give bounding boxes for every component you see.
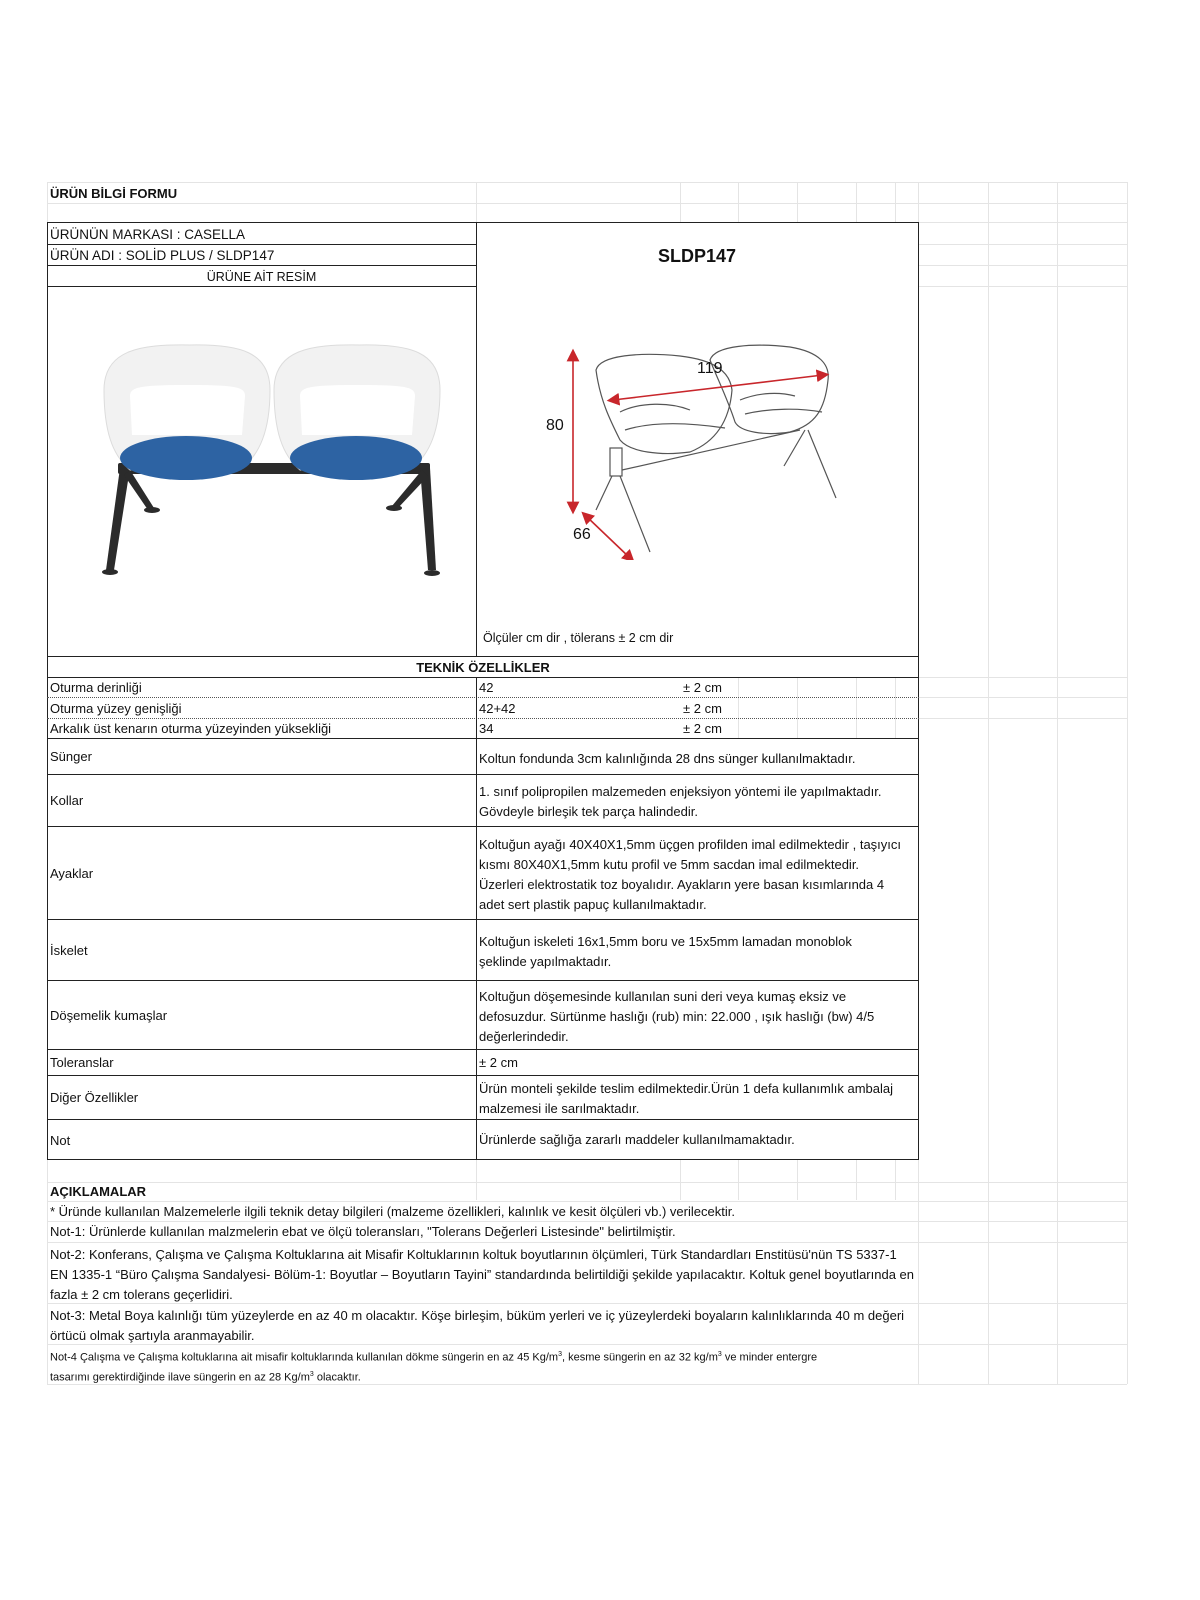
spec-text-toleranslar: ± 2 cm bbox=[479, 1055, 518, 1070]
dimension-depth: 66 bbox=[573, 526, 591, 543]
note-4-line-2 bbox=[50, 1367, 361, 1386]
specs-header: TEKNİK ÖZELLİKLER bbox=[416, 660, 550, 675]
spec-label-diger: Diğer Özellikler bbox=[50, 1090, 139, 1105]
spec-label-toleranslar: Toleranslar bbox=[50, 1055, 114, 1070]
spec-text-iskelet: Koltuğun iskeleti 16x1,5mm boru ve 15x5mm lamadan monoblok şeklinde yapılmaktadır. bbox=[479, 934, 852, 969]
spec-label-kollar: Kollar bbox=[50, 793, 84, 808]
dimension-height: 80 bbox=[546, 417, 564, 434]
superscript: 3 bbox=[717, 1351, 722, 1358]
spec-label-not: Not bbox=[50, 1133, 71, 1148]
note-4-part: ve minder entergre bbox=[721, 1351, 818, 1364]
image-header: ÜRÜNE AİT RESİM bbox=[206, 270, 317, 284]
superscript: 3 bbox=[309, 1371, 314, 1378]
depth-dimension-line bbox=[586, 516, 630, 558]
note-3: Not-3: Metal Boya kalınlığı tüm yüzeylerde en az 40 m olacaktır. Köşe birleşim, büküm yerleri ve iç yüzeylerdeki boyaların kalınlıklarında 40 m değeri örtücü olmak şartıyla aranmayabilir. bbox=[50, 1308, 905, 1343]
seat-cushion-right bbox=[290, 436, 422, 480]
measure-tolerance: ± 2 cm bbox=[683, 701, 722, 716]
spec-text-kollar: 1. sınıf polipropilen malzemeden enjeksiyon yöntemi ile yapılmaktadır. Gövdeyle birleşik tek parça halindedir. bbox=[479, 784, 882, 819]
note-star: * Üründe kullanılan Malzemelerle ilgili teknik detay bilgileri (malzeme özellikleri, kalınlık ve kesit ölçüleri vb.) verilecektir. bbox=[50, 1204, 735, 1219]
measure-value: 34 bbox=[479, 721, 494, 736]
spec-label-iskelet: İskelet bbox=[50, 943, 88, 958]
form-title: ÜRÜN BİLGİ FORMU bbox=[50, 186, 178, 201]
note-4-part: , kesme süngerin en az 32 kg/m bbox=[561, 1351, 718, 1364]
product-name-label: ÜRÜN ADI : SOLİD PLUS / SLDP147 bbox=[50, 248, 275, 263]
note-4-part: olacaktır. bbox=[313, 1371, 361, 1384]
seat-cushion-left bbox=[120, 436, 252, 480]
dimension-width: 119 bbox=[697, 360, 723, 377]
superscript: 3 bbox=[558, 1351, 562, 1358]
spec-text-not: Ürünlerde sağlığa zararlı maddeler kullanılmamaktadır. bbox=[479, 1132, 795, 1147]
spec-label-doseme: Döşemelik kumaşlar bbox=[50, 1008, 168, 1023]
note-1: Not-1: Ürünlerde kullanılan malzmelerin ebat ve ölçü toleransları, "Tolerans Değerleri Listesinde" belirtilmiştir. bbox=[50, 1224, 676, 1239]
spec-text-ayaklar: Koltuğun ayağı 40X40X1,5mm üçgen profilden imal edilmektedir , taşıyıcı kısmı 80X40X1,5mm kutu profil ve 5mm sacdan imal edilmektedir. Üzerleri elektrostatik toz boyalıdır. Ayakların yere basan kısımlarında 4 adet sert plastik papuç kullanılmaktadır. bbox=[479, 837, 902, 912]
measure-tolerance: ± 2 cm bbox=[683, 721, 722, 736]
measure-label: Oturma yüzey genişliği bbox=[50, 701, 182, 716]
note-4-part: tasarımı gerektirdiğinde ilave süngerin en az 28 Kg/m bbox=[50, 1371, 310, 1384]
measure-label: Arkalık üst kenarın oturma yüzeyinden yüksekliği bbox=[50, 721, 332, 736]
notes-header: AÇIKLAMALAR bbox=[50, 1184, 147, 1199]
spec-text-doseme: Koltuğun döşemesinde kullanılan suni deri veya kumaş eksiz ve defosuzdur. Sürtünme haslığı (rub) min: 22.000 , ışık haslığı (bw) 4/5 değerlerindedir. bbox=[479, 989, 875, 1044]
measure-value: 42 bbox=[479, 680, 494, 695]
spec-label-ayaklar: Ayaklar bbox=[50, 866, 94, 881]
brand-label: ÜRÜNÜN MARKASI : CASELLA bbox=[50, 227, 246, 242]
note-4-part: Not-4 Çalışma ve Çalışma koltuklarına ait misafir koltuklarında kullanılan dökme süngerin en az 45 Kg/m bbox=[50, 1351, 559, 1364]
measure-tolerance: ± 2 cm bbox=[683, 680, 722, 695]
chair-frame bbox=[102, 463, 440, 576]
spec-text-diger: Ürün monteli şekilde teslim edilmektedir.Ürün 1 defa kullanımlık ambalaj malzemesi ile sarılmaktadır. bbox=[479, 1081, 894, 1116]
product-photo bbox=[90, 330, 460, 590]
note-2: Not-2: Konferans, Çalışma ve Çalışma Koltuklarına ait Misafir Koltuklarının koltuk boyutlarının ölçümleri, Türk Standardları Enstitüsü'nün TS 5337-1 EN 1335-1 “Büro Çalışma Sandalyesi- Bölüm-1: Boyutlar – Boyutların Tayini” standardında belirtildiği şekilde yapılacaktır. Koltuk genel boyutlarında en fazla ± 2 cm tolerans geçerlidiri. bbox=[50, 1247, 914, 1302]
note-4-line-1 bbox=[50, 1347, 817, 1366]
spec-label-sunger: Sünger bbox=[50, 749, 92, 764]
model-code: SLDP147 bbox=[657, 246, 737, 266]
measure-label: Oturma derinliği bbox=[50, 680, 142, 695]
measure-value: 42+42 bbox=[479, 701, 516, 716]
dimension-note: Ölçüler cm dir , tölerans ± 2 cm dir bbox=[483, 631, 674, 645]
spec-text-sunger: Koltun fondunda 3cm kalınlığında 28 dns sünger kullanılmaktadır. bbox=[479, 751, 856, 766]
